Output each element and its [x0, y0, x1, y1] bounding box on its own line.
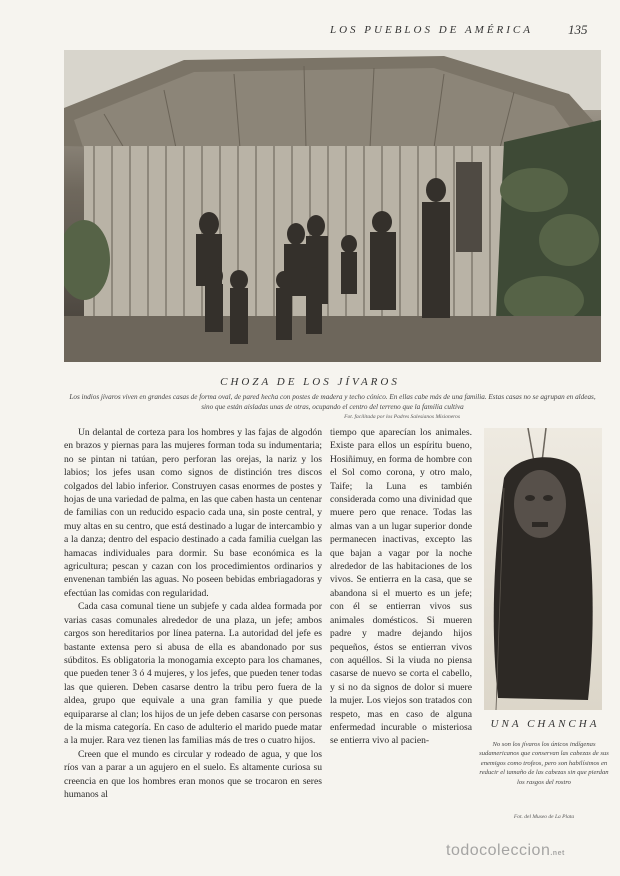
page-number: 135 — [568, 22, 588, 37]
running-header — [0, 22, 620, 42]
side-figure-caption: No son los jívaros los únicos indígenas sudamericanos que conservan las cabezas de sus enemigos como trofeos, pero son habilísimos en reducir el tamaño de las cabezas sin que pierdan los rasgos del rostro — [479, 741, 609, 786]
watermark-text: todocoleccion — [446, 842, 551, 859]
watermark-logo — [446, 842, 565, 860]
article-left-column — [64, 426, 322, 801]
article-paragraph: tiempo que aparecían los animales. Existe para ellos un espíritu bueno, Hosiñimuy, en forma de hombre con el Sol como corona, y otro malo, Taife; la Luna es también considerada como una divinidad que muere pero que renace. Todas las almas van a un lugar superior donde permanecen inactivas, excepto las que bajan a vagar por la noche alrededor de las habitaciones de los vivos. Se entierra en la casa, que se abandona si el muerto es un jefe; con él se entierran vivos sus animales domésticos. Si mueren padre y madre dejando hijos pequeños, éstos se entierran vivos con aquéllos. Si la viuda no piensa casarse de nuevo se corta el cabello, y si no da signos de dolor si muere la mujer. Los viejos son tratados con respeto, mas en caso de alguna enfermedad incurable o misteriosa se entierra vivo al pacien- — [330, 427, 472, 747]
shrunken-head-photo — [484, 428, 602, 710]
photo-caption-credit: Fot. facilitada por los Padres Salesianos Misioneros — [344, 414, 460, 420]
running-header-title: LOS PUEBLOS DE AMÉRICA — [330, 24, 533, 36]
article-middle-column — [330, 426, 472, 748]
photo-caption-title: CHOZA DE LOS JÍVAROS — [220, 376, 400, 388]
side-figure-title: UNA CHANCHA — [490, 718, 600, 730]
shrunken-head-illustration — [484, 428, 602, 710]
watermark-suffix: .net — [550, 850, 565, 857]
article-paragraph: Creen que el mundo es circular y rodeado de agua, y que los ríos van a parar a un agujero en el suelo. Es altamente curiosa su creencia en que los hombres eran monos que se trocaron en seres humanos al — [64, 748, 322, 800]
side-figure-credit: Fot. del Museo de La Plata — [513, 814, 575, 820]
article-paragraph: Un delantal de corteza para los hombres y las fajas de algodón en brazos y piernas para las mujeres forman toda su indumentaria; no se pintan ni tatúan, pero perforan las orejas, la nariz y los labios; los jefes usan como signos de distinción tres discos colgados del labio inferior. Construyen casas enormes de postes y hojas de una variedad de palma, en las que caben hasta un centenar de familias con un reducido espacio cada una, sin poste central, y muy altas en su centro, que está destinado a lugar de intercambio y a la danza; dentro del espacio destinado a cada familia cuelgan las hamacas individuales para dormir. Su base económica es la agricultura; pescan y cazan con los procedimientos ordinarios y envenenan también las aguas. No poseen bebidas embriagadoras y efectúan las comidas con regularidad. — [64, 427, 322, 599]
article-paragraph: Cada casa comunal tiene un subjefe y cada aldea formada por varias casas comunales alrededor de una plaza, un jefe; ambos cargos son hereditarios por línea paterna. La autoridad del jefe es bastante extensa pero si abusa de ella es abandonado por sus súbditos. Es obligatoria la monogamia excepto para los chamanes, que pueden tener 3 ó 4 mujeres, y los jefes, que pueden tener todas las que quieren. Deben casarse dentro la tribu pero fuera de la aldea, grupo que equivale a una gran familia y que puede equipararse al clan; los hijos de un jefe deben casarse con personas de la misma categoría. En caso de adulterio el marido puede matar a la mujer. Rara vez tienen las familias más de tres o cuatro hijos. — [64, 601, 322, 747]
jivaro-hut-illustration — [64, 50, 601, 362]
photo-caption-body: Los indios jívaros viven en grandes casas de forma oval, de pared hecha con postes de madera y techo cónico. En ellas cabe más de una familia. Estas casas no se agrupan en aldeas, sino que están aisladas unas de otras, ocupando el centro del terreno que la familia cultiva — [69, 393, 596, 411]
jivaro-hut-photo — [64, 50, 601, 362]
